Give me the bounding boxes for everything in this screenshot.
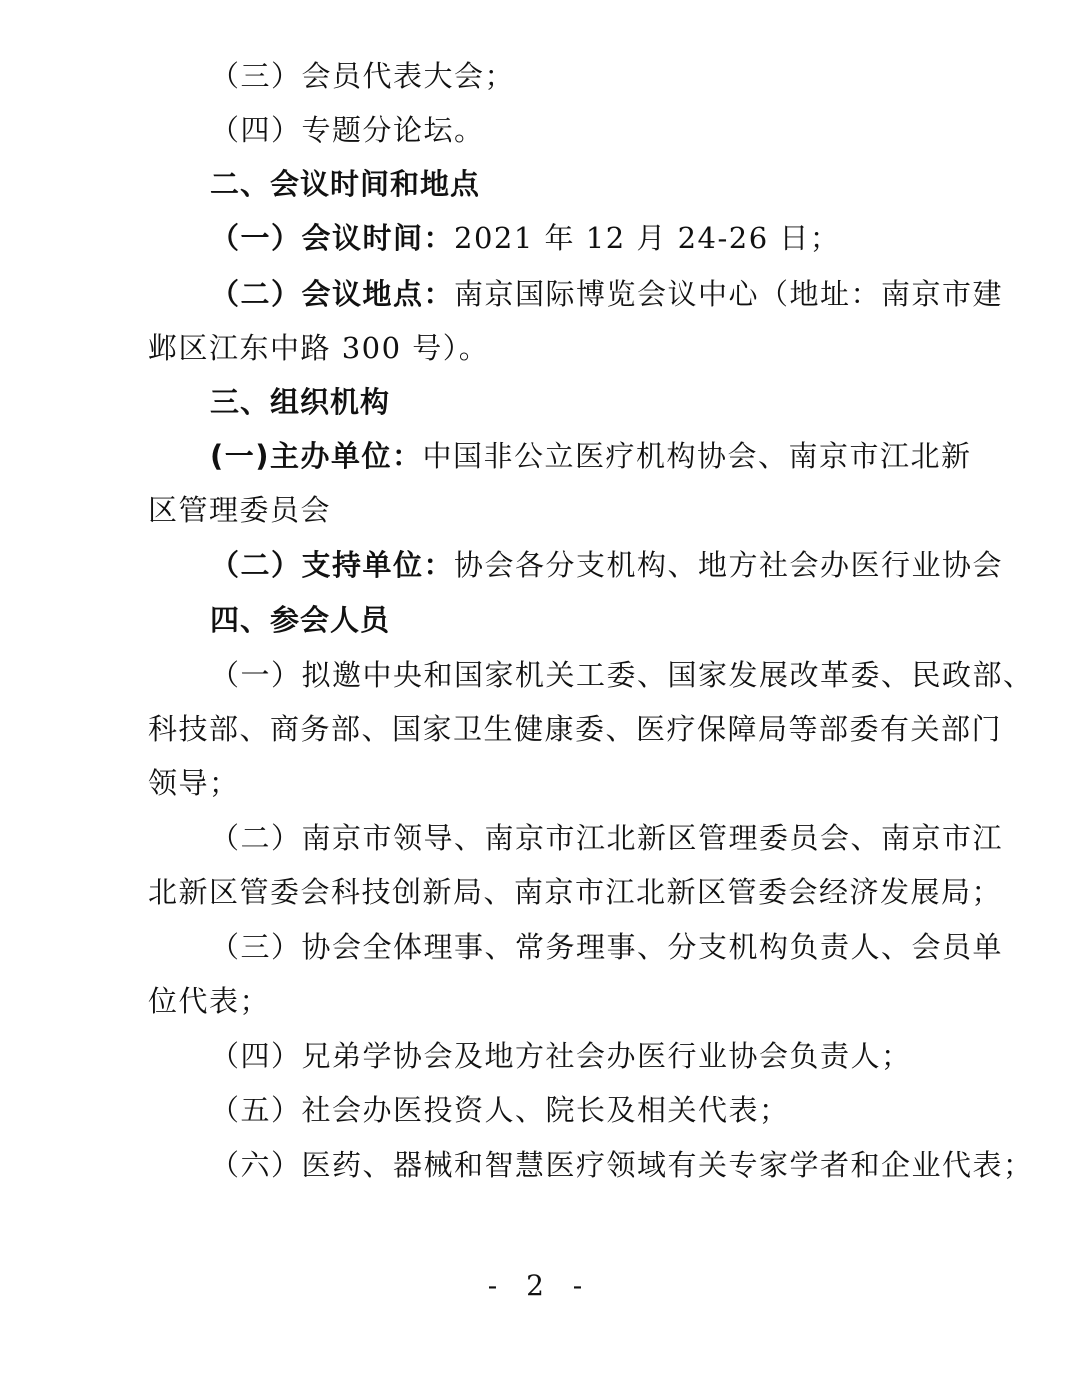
host-units-value: 中国非公立医疗机构协会、南京市江北新 xyxy=(422,439,972,473)
support-units-label: （二）支持单位： xyxy=(210,548,455,582)
attendees-item-5: （五）社会办医投资人、院长及相关代表； xyxy=(210,1093,790,1127)
host-units xyxy=(210,438,972,474)
meeting-place xyxy=(210,276,1004,312)
agenda-item-4: （四）专题分论坛。 xyxy=(210,113,485,147)
attendees-item-1-line-3: 领导； xyxy=(148,766,240,800)
attendees-item-1-line-1: （一）拟邀中央和国家机关工委、国家发展改革委、民政部、 xyxy=(210,658,1034,692)
agenda-item-3: （三）会员代表大会； xyxy=(210,59,516,93)
support-units xyxy=(210,547,1004,583)
meeting-place-label: （二）会议地点： xyxy=(210,277,455,311)
section-heading-time-place: 二、会议时间和地点 xyxy=(210,167,481,201)
meeting-place-value: 南京国际博览会议中心（地址：南京市建 xyxy=(454,277,1004,311)
meeting-place-continued: 邺区江东中路 300 号）。 xyxy=(148,331,490,365)
attendees-item-2-line-2: 北新区管委会科技创新局、南京市江北新区管委会经济发展局； xyxy=(148,875,1003,909)
meeting-time-label: （一）会议时间： xyxy=(210,221,455,255)
attendees-item-1-line-2: 科技部、商务部、国家卫生健康委、医疗保障局等部委有关部门 xyxy=(148,712,1003,746)
attendees-item-4: （四）兄弟学协会及地方社会办医行业协会负责人； xyxy=(210,1039,912,1073)
section-heading-organization: 三、组织机构 xyxy=(210,385,391,419)
host-units-label: (一)主办单位： xyxy=(210,439,423,473)
attendees-item-6: （六）医药、器械和智慧医疗领域有关专家学者和企业代表； xyxy=(210,1148,1034,1182)
attendees-item-2-line-1: （二）南京市领导、南京市江北新区管理委员会、南京市江 xyxy=(210,821,1004,855)
attendees-item-3-line-1: （三）协会全体理事、常务理事、分支机构负责人、会员单 xyxy=(210,930,1004,964)
support-units-value: 协会各分支机构、地方社会办医行业协会 xyxy=(454,548,1004,582)
page-number: - 2 - xyxy=(487,1269,593,1302)
section-heading-attendees: 四、参会人员 xyxy=(210,603,391,637)
meeting-time xyxy=(210,220,950,256)
meeting-time-value: 2021 年 12 月 24-26 日； xyxy=(454,221,841,255)
attendees-item-3-line-2: 位代表； xyxy=(148,984,271,1018)
host-units-continued: 区管理委员会 xyxy=(148,493,332,527)
